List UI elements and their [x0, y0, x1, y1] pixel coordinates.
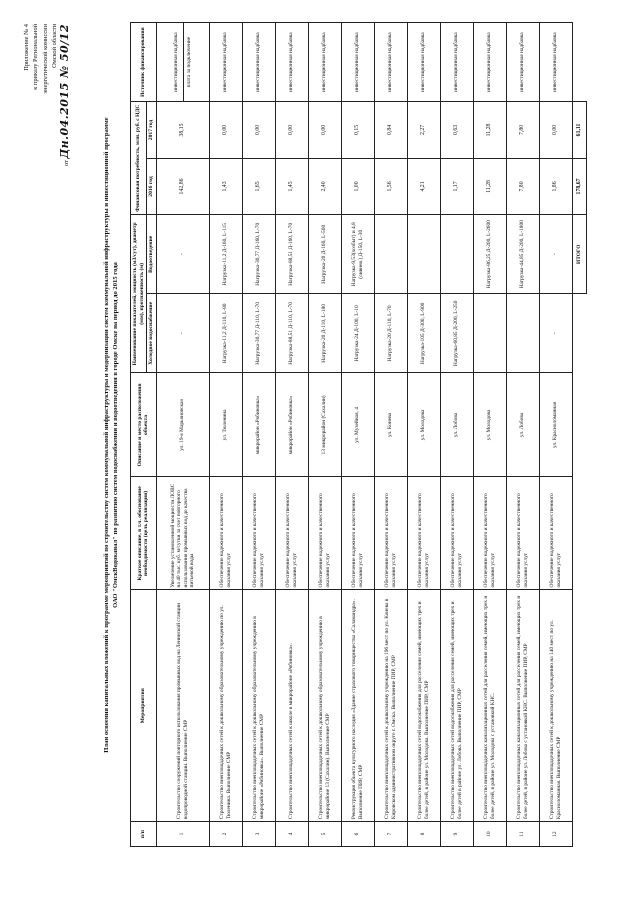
source-primary: инвестиционная надбавка — [420, 32, 427, 92]
row-number: 8 — [407, 822, 440, 847]
drainage-cell — [374, 215, 407, 294]
source-divider — [183, 23, 184, 101]
finance-2017-cell: 38,15 — [156, 102, 209, 159]
table-row — [407, 23, 440, 847]
drainage-cell: Нагрузка-20 Д-160, L-500 — [308, 215, 341, 294]
header-finance: Финансовая потребность, млн. руб. с НДС — [131, 102, 147, 215]
header-location: Описание и место расположения объекта — [131, 373, 157, 477]
event-cell: Строительство внеплощадочных сетей к дошкольному образовательному учреждению в микрорайоне 13 (Сахалин). Выполнение СМР — [308, 590, 341, 822]
cold-water-cell: Нагрузка-20 Д-110, L-180 — [308, 294, 341, 373]
source-primary: инвестиционная надбавка — [173, 32, 180, 92]
source-secondary: плата за подключение — [185, 36, 192, 88]
source-cell — [506, 23, 539, 102]
header-year-2016: 2016 год — [147, 158, 157, 215]
finance-2016-cell: 1,56 — [374, 158, 407, 215]
title-line-2: ОАО "ОмскВодоканал" по развитию систем водоснабжения и водоотведения в городе Омске на период до 2015 года — [112, 262, 119, 608]
table-body — [156, 23, 586, 847]
row-number: 7 — [374, 822, 407, 847]
location-cell: 13 микрорайон (Сахалин) — [308, 373, 341, 477]
document-title — [102, 60, 120, 810]
source-cell — [242, 23, 275, 102]
finance-2017-cell: 0,15 — [341, 102, 374, 159]
event-cell: Строительство внеплощадочных сетей к дошкольному образовательному учреждению в микрорайоне «Рябиновка». Выполнение СМР — [242, 590, 275, 822]
description-cell: Обеспечение надежного и качественного оказания услуг — [440, 477, 473, 590]
drainage-cell — [440, 215, 473, 294]
event-cell: Строительство внеплощадочных канализационных сетей для расселения семей, имеющих трех и более детей, в районе ул. Лобова с установкой КНС. Выполнение ПИР, СМР — [506, 590, 539, 822]
drainage-cell: - — [156, 215, 209, 294]
appendix-line: Приложение № 4 — [23, 24, 30, 71]
source-primary: инвестиционная надбавка — [255, 32, 262, 92]
drainage-cell: Нагрузка-9,53(хозбыт) и 4,8 (ливнев.) Д-150, L-30 — [341, 215, 374, 294]
total-label: ИТОГО — [572, 215, 586, 294]
table-row — [440, 23, 473, 847]
description-cell: Обеспечение надежного и качественного оказания услуг — [308, 477, 341, 590]
handwritten-date: Дн.04.2015 № 50/12 — [57, 24, 71, 159]
location-cell: микрорайон «Рябиновка» — [242, 373, 275, 477]
row-number: 6 — [341, 822, 374, 847]
event-cell: Строительство внеплощадочных сетей к дошкольному учреждению на 140 мест по ул. Красноломанная. Выполнение СМР — [539, 590, 572, 822]
description-cell: Обеспечение надежного и качественного оказания услуг — [275, 477, 308, 590]
event-cell: Строительство внеплощадочных сетей к дошкольному учреждению на 196 мест по ул. Конева в Кировском административном округе г. Омска. Выполнение ПИР, СМР — [374, 590, 407, 822]
appendix-line: Омской области — [51, 24, 59, 68]
location-cell: ул. 19-я Марьяновская — [156, 373, 209, 477]
source-cell — [440, 23, 473, 102]
drainage-cell — [407, 215, 440, 294]
source-primary: инвестиционная надбавка — [453, 32, 460, 92]
table-row — [308, 23, 341, 847]
drainage-cell: Нагрузка-11,2 Д-160, L-115 — [209, 215, 242, 294]
finance-2016-cell: 1,00 — [341, 158, 374, 215]
total-2016: 178,67 — [572, 158, 586, 215]
cold-water-cell — [506, 294, 539, 373]
finance-2016-cell: 4,21 — [407, 158, 440, 215]
finance-2016-cell: 7,80 — [506, 158, 539, 215]
drainage-cell: Нагрузка-44,85 Д-200, L-1800 — [506, 215, 539, 294]
table-row — [275, 23, 308, 847]
cold-water-cell: Нагрузка-30,77 Д-110, L-70 — [242, 294, 275, 373]
table-row — [242, 23, 275, 847]
cold-water-cell: - — [156, 294, 209, 373]
event-cell: Реконструкция объекта культурного наследия «Здание страхового товарищества «Саламандра». Выполнение ПИР, СМР — [341, 590, 374, 822]
drainage-cell: - — [539, 215, 572, 294]
source-primary: инвестиционная надбавка — [552, 32, 559, 92]
appendix-line: к приказу Региональной — [32, 24, 40, 90]
row-number: 4 — [275, 822, 308, 847]
table-row — [209, 23, 242, 847]
finance-2017-cell: 0,00 — [308, 102, 341, 159]
source-cell — [473, 23, 506, 102]
location-cell: ул. Красноломанная — [539, 373, 572, 477]
description-cell: Обеспечение надежного и качественного оказания услуг — [473, 477, 506, 590]
event-cell: Строительство внеплощадочных сетей водоснабжения для расселения семей, имеющих трех и более детей в районе ул. Лобова. Выполнение ПИР, СМР — [440, 590, 473, 822]
header-sources: Источник финансирования — [131, 23, 157, 102]
finance-2017-cell: 0,00 — [275, 102, 308, 159]
finance-2016-cell: 142,86 — [156, 158, 209, 215]
finance-2016-cell: 1,17 — [440, 158, 473, 215]
total-row — [572, 23, 586, 847]
finance-2017-cell: 11,28 — [473, 102, 506, 159]
description-cell: Увеличение установленной мощности ЛОВС на 40 тыс. куб. м/сутки за счет повторного использования промывных вод до качества питьевой воды — [156, 477, 209, 590]
finance-2017-cell: 0,63 — [440, 102, 473, 159]
table-row — [539, 23, 572, 847]
source-cell — [308, 23, 341, 102]
row-number: 10 — [473, 822, 506, 847]
description-cell: Обеспечение надежного и качественного оказания услуг — [374, 477, 407, 590]
table-row — [374, 23, 407, 847]
finance-2016-cell: 2,40 — [308, 158, 341, 215]
source-cell — [539, 23, 572, 102]
description-cell: Обеспечение надежного и качественного оказания услуг — [242, 477, 275, 590]
cold-water-cell: Нагрузка-20 Д-110, L-70 — [374, 294, 407, 373]
header-num: п/п — [131, 822, 157, 847]
cold-water-cell: Нагрузка-105 Д-300, L-900 — [407, 294, 440, 373]
finance-2017-cell: 0,84 — [374, 102, 407, 159]
event-cell: Строительство сооружений повторного использования промывных вод на Ленинской станции водопроводной станции. Выполнение СМР — [156, 590, 209, 822]
table-row — [506, 23, 539, 847]
total-2017: 61,11 — [572, 102, 586, 159]
cold-water-cell: Нагрузка-11,2 Д-110, L-80 — [209, 294, 242, 373]
description-cell: Обеспечение надежного и качественного оказания услуг — [539, 477, 572, 590]
appendix-line: энергетической комиссии — [41, 24, 49, 94]
drainage-cell: Нагрузка-88,51 Д-160, L-70 — [275, 215, 308, 294]
event-cell: Строительство внеплощадочных сетей к школе в микрорайоне «Рябиновка». — [275, 590, 308, 822]
source-cell — [374, 23, 407, 102]
location-cell: ул. Молодова — [407, 373, 440, 477]
finance-2016-cell: 1,43 — [209, 158, 242, 215]
description-cell: Обеспечение надежного и качественного оказания услуг — [209, 477, 242, 590]
source-cell — [156, 23, 209, 102]
finance-2016-cell: 1,65 — [242, 158, 275, 215]
header-params: Наименование показателей, мощность (м3/сут), диаметр (мм), протяженность (м) — [131, 215, 147, 373]
finance-2017-cell: 0,00 — [539, 102, 572, 159]
row-number: 2 — [209, 822, 242, 847]
row-number: 5 — [308, 822, 341, 847]
location-cell: ул. Лобова — [506, 373, 539, 477]
location-cell: ул. Тюленина — [209, 373, 242, 477]
source-primary: инвестиционная надбавка — [222, 32, 229, 92]
cold-water-cell: Нагрузка-88,51 Д-110, L-70 — [275, 294, 308, 373]
finance-2017-cell: 0,00 — [209, 102, 242, 159]
finance-2016-cell: 1,86 — [539, 158, 572, 215]
title-line-1: План освоения капитальных вложений к программе мероприятий по строительству систем коммунальной инфраструктуры и модернизации систем коммунальной инфраструктуры и инвестиционной программе — [103, 117, 110, 753]
location-cell: ул. Молодова — [473, 373, 506, 477]
table-row — [473, 23, 506, 847]
row-number: 12 — [539, 822, 572, 847]
cold-water-cell — [473, 294, 506, 373]
source-primary: инвестиционная надбавка — [486, 32, 493, 92]
location-cell: ул. Музейная, 4 — [341, 373, 374, 477]
source-primary: инвестиционная надбавка — [354, 32, 361, 92]
event-cell: Строительство внеплощадочных канализационных сетей для расселения семей, имеющих трех и более детей, в районе ул. Молодова с установкой КНС. — [473, 590, 506, 822]
header-year-2017: 2017 год — [147, 102, 157, 159]
drainage-cell: Нагрузка-30,77 Д-160, L-70 — [242, 215, 275, 294]
appendix-header — [22, 24, 71, 214]
event-cell: Строительство внеплощадочных сетей водоснабжения для расселения семей, имеющих трех и более детей, в районе ул. Молодова. Выполнение ПИР, СМР — [407, 590, 440, 822]
appendix-date-line — [57, 24, 71, 214]
location-cell: микрорайон «Рябиновка» — [275, 373, 308, 477]
total-spacer — [572, 294, 586, 847]
source-cell — [209, 23, 242, 102]
cold-water-cell: - — [539, 294, 572, 373]
appendix-date-prefix: от — [62, 160, 70, 167]
header-cold-water: Холодное водоснабжение — [147, 294, 157, 373]
table-row — [341, 23, 374, 847]
source-cell — [341, 23, 374, 102]
source-primary: инвестиционная надбавка — [321, 32, 328, 92]
location-cell: ул. Лобова — [440, 373, 473, 477]
cold-water-cell: Нагрузка-60,85 Д-200, L-250 — [440, 294, 473, 373]
table-row — [156, 23, 209, 847]
event-cell: Строительство внеплощадочных сетей к дошкольному образовательному учреждению по ул. Тюленина. Выполнение СМР — [209, 590, 242, 822]
location-cell: ул. Конева — [374, 373, 407, 477]
source-cell — [275, 23, 308, 102]
drainage-cell: Нагрузка-86,25 Д-200, L-2600 — [473, 215, 506, 294]
source-primary: инвестиционная надбавка — [519, 32, 526, 92]
header-drainage: Водоотведение — [147, 215, 157, 294]
description-cell: Обеспечение надежного и качественного оказания услуг — [341, 477, 374, 590]
finance-2017-cell: 2,27 — [407, 102, 440, 159]
row-number: 3 — [242, 822, 275, 847]
source-cell — [407, 23, 440, 102]
cold-water-cell: Нагрузка-24 Д-100, L-10 — [341, 294, 374, 373]
description-cell: Обеспечение надежного и качественного оказания услуг — [407, 477, 440, 590]
finance-2017-cell: 0,00 — [242, 102, 275, 159]
total-end-spacer — [572, 23, 586, 102]
finance-2016-cell: 1,45 — [275, 158, 308, 215]
source-primary: инвестиционная надбавка — [288, 32, 295, 92]
source-primary: инвестиционная надбавка — [387, 32, 394, 92]
row-number: 1 — [156, 822, 209, 847]
header-event: Мероприятия — [131, 590, 157, 822]
header-description: Краткое описание, в т.ч. обоснование необходимости (цель реализации) — [131, 477, 157, 590]
description-cell: Обеспечение надежного и качественного оказания услуг — [506, 477, 539, 590]
finance-2016-cell: 11,28 — [473, 158, 506, 215]
row-number: 9 — [440, 822, 473, 847]
finance-2017-cell: 7,80 — [506, 102, 539, 159]
investment-plan-table — [130, 22, 587, 847]
row-number: 11 — [506, 822, 539, 847]
